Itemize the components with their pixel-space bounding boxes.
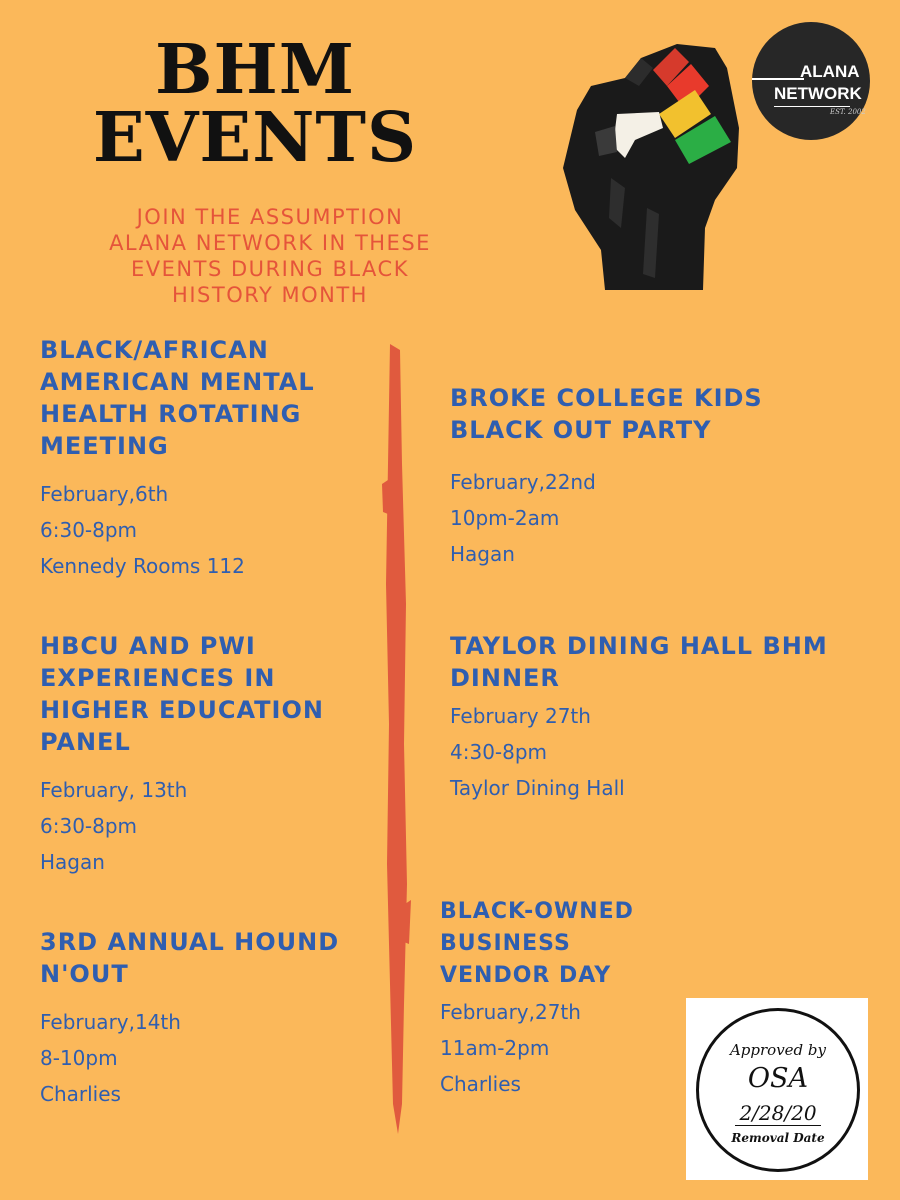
logo-text-network: NETWORK bbox=[774, 84, 862, 103]
event-title: BLACK-OWNED BUSINESS VENDOR DAY bbox=[440, 899, 634, 988]
event-title: HBCU AND PWI EXPERIENCES IN HIGHER EDUCATION PANEL bbox=[40, 632, 324, 756]
divider-brush-stroke bbox=[378, 344, 414, 1134]
stamp-date: 2/28/20 bbox=[739, 1101, 817, 1125]
event-time: 6:30-8pm bbox=[40, 814, 138, 838]
event-details bbox=[40, 1004, 370, 1112]
event-date: February, 13th bbox=[40, 778, 188, 802]
event-location: Hagan bbox=[40, 850, 105, 874]
raised-fist-icon bbox=[555, 28, 750, 298]
event-card bbox=[450, 630, 870, 806]
stamp-removal-date: Removal Date bbox=[731, 1131, 825, 1145]
event-location: Taylor Dining Hall bbox=[450, 776, 625, 800]
subtitle-line: HISTORY MONTH bbox=[172, 283, 368, 307]
event-card bbox=[40, 630, 370, 880]
logo-text-alana: ALANA bbox=[800, 62, 860, 81]
title-line-1: BHM bbox=[155, 30, 355, 110]
title-line-2: EVENTS bbox=[92, 98, 418, 178]
event-card bbox=[40, 926, 370, 1112]
event-time: 11am-2pm bbox=[440, 1036, 550, 1060]
logo-text-established: EST. 2002 bbox=[830, 108, 866, 116]
subtitle bbox=[90, 204, 450, 308]
event-details bbox=[40, 772, 370, 880]
event-time: 6:30-8pm bbox=[40, 518, 138, 542]
event-time: 8-10pm bbox=[40, 1046, 118, 1070]
event-location: Charlies bbox=[440, 1072, 521, 1096]
stamp-osa: OSA bbox=[747, 1063, 809, 1094]
event-time: 4:30-8pm bbox=[450, 740, 548, 764]
approval-stamp bbox=[686, 998, 868, 1180]
event-date: February,22nd bbox=[450, 470, 596, 494]
event-details bbox=[450, 698, 870, 806]
event-location: Charlies bbox=[40, 1082, 121, 1106]
alana-network-logo bbox=[752, 22, 870, 140]
event-date: February 27th bbox=[450, 704, 591, 728]
event-title: 3RD ANNUAL HOUND N'OUT bbox=[40, 928, 340, 988]
event-date: February,27th bbox=[440, 1000, 581, 1024]
event-title: BLACK/AFRICAN AMERICAN MENTAL HEALTH ROTATING MEETING bbox=[40, 336, 315, 460]
subtitle-line: JOIN THE ASSUMPTION bbox=[136, 205, 404, 229]
event-details bbox=[40, 476, 370, 584]
event-card bbox=[40, 334, 370, 584]
event-date: February,6th bbox=[40, 482, 169, 506]
subtitle-line: ALANA NETWORK IN THESE bbox=[109, 231, 431, 255]
event-location: Hagan bbox=[450, 542, 515, 566]
event-details bbox=[450, 464, 870, 572]
event-date: February,14th bbox=[40, 1010, 181, 1034]
event-location: Kennedy Rooms 112 bbox=[40, 554, 245, 578]
stamp-circle bbox=[696, 1008, 860, 1172]
event-title: TAYLOR DINING HALL BHM DINNER bbox=[450, 632, 828, 692]
event-title: BROKE COLLEGE KIDS BLACK OUT PARTY bbox=[450, 384, 763, 444]
event-time: 10pm-2am bbox=[450, 506, 560, 530]
event-card bbox=[450, 382, 870, 572]
stamp-approved-by: Approved by bbox=[729, 1041, 827, 1059]
subtitle-line: EVENTS DURING BLACK bbox=[131, 257, 409, 281]
page-title bbox=[60, 30, 450, 178]
